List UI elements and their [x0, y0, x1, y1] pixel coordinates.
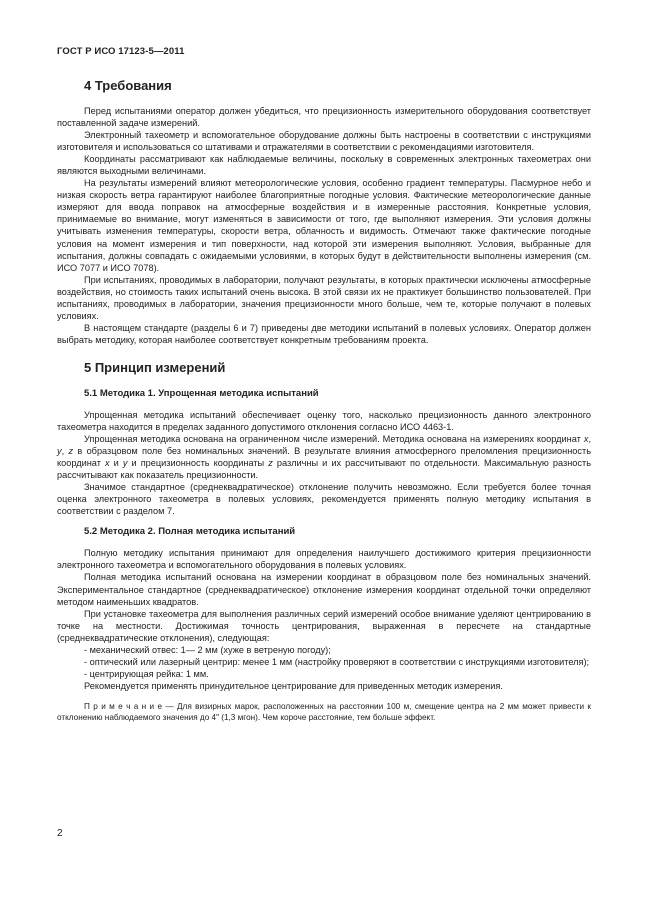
list-item: - центрирующая рейка: 1 мм.: [84, 668, 209, 679]
text-run: и: [109, 458, 123, 469]
text-run: различны и их рассчитывают по отдельности. Максимальную разность рассчитывают как показатель прецизионности.: [57, 458, 591, 481]
paragraph: В настоящем стандарте (разделы 6 и 7) приведены две методики испытаний в полевых условиях. Оператор должен выбрать методику, которая наиболее соответствует конкретным требованиям проекта.: [57, 322, 591, 345]
paragraph: При испытаниях, проводимых в лаборатории, получают результаты, в которых практически исключены атмосферные воздействия, но стоимость таких испытаний очень высока. В этой связи их не практикует большинство пользователей. При испытаниях, проводимых в лаборатории, значения прецизионности много больше, чем те, которые получают в полевых условиях.: [57, 274, 591, 321]
subsection-5-1-heading: 5.1 Методика 1. Упрощенная методика испытаний: [84, 387, 319, 399]
paragraph: Полную методику испытания принимают для определения наилучшего достижимого критерия прецизионности электронного тахеометра и вспомогательного оборудования в полевых условиях.: [57, 548, 591, 571]
paragraph: Перед испытаниями оператор должен убедиться, что прецизионность измерительного оборудования соответствует поставленной задаче измерений.: [57, 106, 591, 129]
list-item: - механический отвес: 1— 2 мм (хуже в ветреную погоду);: [84, 644, 331, 655]
variable-y: y: [57, 446, 62, 457]
text-run: ,: [588, 434, 591, 445]
note: П р и м е ч а н и е — Для визирных марок, расположенных на расстоянии 100 м, смещение центра на 2 мм может привести к отклонению наблюдаемого значения до 4" (1,3 мгон). Чем короче расстояние, тем больше эффект.: [57, 701, 591, 722]
paragraph: Значимое стандартное (среднеквадратическое) отклонение получить невозможно. Если требуется более точная оценка электронного тахеометра в полевых условиях, рекомендуется применять полную методику испытания в соответствии с разделом 7.: [57, 482, 591, 517]
section-4-heading: 4 Требования: [84, 78, 172, 93]
section-5-heading: 5 Принцип измерений: [84, 359, 226, 375]
document-body: [57, 78, 591, 723]
variable-x: x: [583, 434, 589, 445]
text-run: и прецизионность координаты: [127, 458, 269, 469]
variable-z: z: [268, 458, 273, 469]
text-run: ,: [61, 446, 69, 457]
paragraph: На результаты измерений влияют метеорологические условия, особенно градиент температуры. Пасмурное небо и низкая скорость ветра гарантируют наиболее благоприятные погодные условия. Фактические метеорологические данные измеряют для ввода поправок на атмосферные воздействия и в измеренные расстояния. Конкретные условия, принимаемые во внимание, могут изменяться в зависимости от того, где выполняют измерения. Эти условия должны учитывать изменения температуры, скорости ветра, облачность и видимость. Отмечают также фактические погодные условия на момент измерения и тип поверхности, над которой эти измерения выполняют. Условия, выбранные для испытания, должны совпадать с ожидаемыми условиями, в которых будут в действительности выполнены измерения (см. ИСО 7077 и ИСО 7078).: [57, 178, 591, 273]
text-run: в образцовом поле без номинальных значений. В результате влияния атмосферного преломления прецизионность координат: [57, 446, 592, 469]
variable-y: y: [122, 458, 128, 469]
paragraph: Упрощенная методика испытаний обеспечивает оценку того, насколько прецизионность данного электронного тахеометра находится в пределах заданного допустимого отклонения согласно ИСО 4463-1.: [57, 409, 591, 432]
document-header: ГОСТ Р ИСО 17123-5—2011: [57, 46, 185, 57]
paragraph: Рекомендуется применять принудительное центрирование для приведенных методик измерения.: [84, 680, 503, 691]
subsection-5-2-heading: 5.2 Методика 2. Полная методика испытаний: [84, 526, 296, 538]
variable-z: z: [68, 446, 74, 457]
variable-x: x: [104, 458, 110, 469]
paragraph: [57, 433, 591, 481]
text-run: Упрощенная методика основана на ограниченном числе измерений. Методика основана на измерениях координат: [84, 434, 584, 445]
paragraph: Координаты рассматривают как наблюдаемые величины, поскольку в современных электронных тахеометрах они являются выходными величинами.: [57, 154, 591, 177]
paragraph: Электронный тахеометр и вспомогательное оборудование должны быть настроены в соответствии с инструкциями изготовителя и использоваться со штативами и отражателями в соответствии с рекомендациями изготовителя.: [57, 130, 591, 153]
paragraph: Полная методика испытаний основана на измерении координат в образцовом поле без номинальных значений. Экспериментальное стандартное (среднеквадратическое) отклонение измерения координат отдельной точки определяют методом наименьших квадратов.: [57, 572, 591, 607]
paragraph: При установке тахеометра для выполнения различных серий измерений особое внимание уделяют центрированию в точке на местности. Достижимая точность центрирования, выраженная в пересчете на стандартные (среднеквадратические отклонения), следующая:: [57, 608, 591, 643]
list-item: - оптический или лазерный центрир: менее 1 мм (настройку проверяют в соответствии с инструкциями изготовителя);: [84, 656, 590, 667]
page-number: 2: [57, 828, 63, 839]
